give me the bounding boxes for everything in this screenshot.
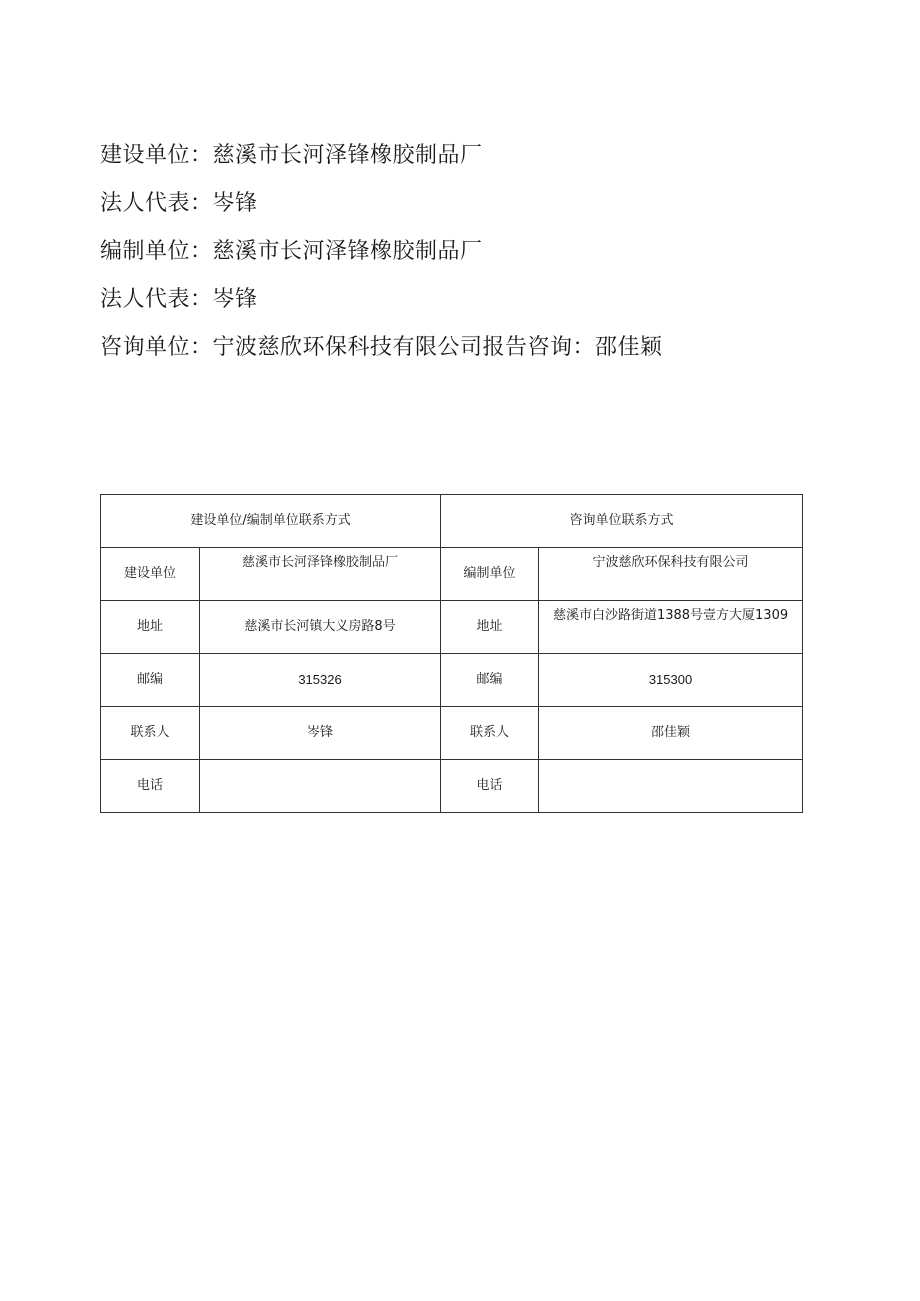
row-label: 建设单位 [101,548,200,601]
row-label: 电话 [441,760,539,813]
legal-representative-line-1: 法人代表：岑锋 [100,191,258,216]
legal-representative-line-2: 法人代表：岑锋 [100,287,258,312]
row-label: 编制单位 [441,548,539,601]
table-row [101,707,803,760]
row-value: 315326 [200,654,441,707]
table-row [101,654,803,707]
row-value: 岑锋 [200,707,441,760]
row-label: 地址 [441,601,539,654]
row-value: 邵佳颖 [539,707,803,760]
row-value: 慈溪市白沙路街道1388号壹方大厦1309 [539,601,803,654]
row-value: 宁波慈欣环保科技有限公司 [539,548,803,601]
left-section-header: 建设单位/编制单位联系方式 [101,495,441,548]
table-row [101,548,803,601]
row-label: 邮编 [441,654,539,707]
table-header-row [101,495,803,548]
compiling-unit-line: 编制单位：慈溪市长河泽锋橡胶制品厂 [100,239,483,264]
row-label: 联系人 [441,707,539,760]
row-value: 315300 [539,654,803,707]
row-value: 慈溪市长河镇大义房路8号 [200,601,441,654]
row-label: 邮编 [101,654,200,707]
table-row [101,601,803,654]
row-label: 联系人 [101,707,200,760]
row-value: 慈溪市长河泽锋橡胶制品厂 [200,548,441,601]
row-label: 电话 [101,760,200,813]
row-value [200,760,441,813]
construction-unit-line: 建设单位：慈溪市长河泽锋橡胶制品厂 [100,143,483,168]
row-value [539,760,803,813]
contact-table [100,494,803,813]
table-row [101,760,803,813]
consulting-unit-line: 咨询单位：宁波慈欣环保科技有限公司报告咨询：邵佳颖 [100,335,663,360]
right-section-header: 咨询单位联系方式 [441,495,803,548]
info-block [100,132,860,372]
row-label: 地址 [101,601,200,654]
